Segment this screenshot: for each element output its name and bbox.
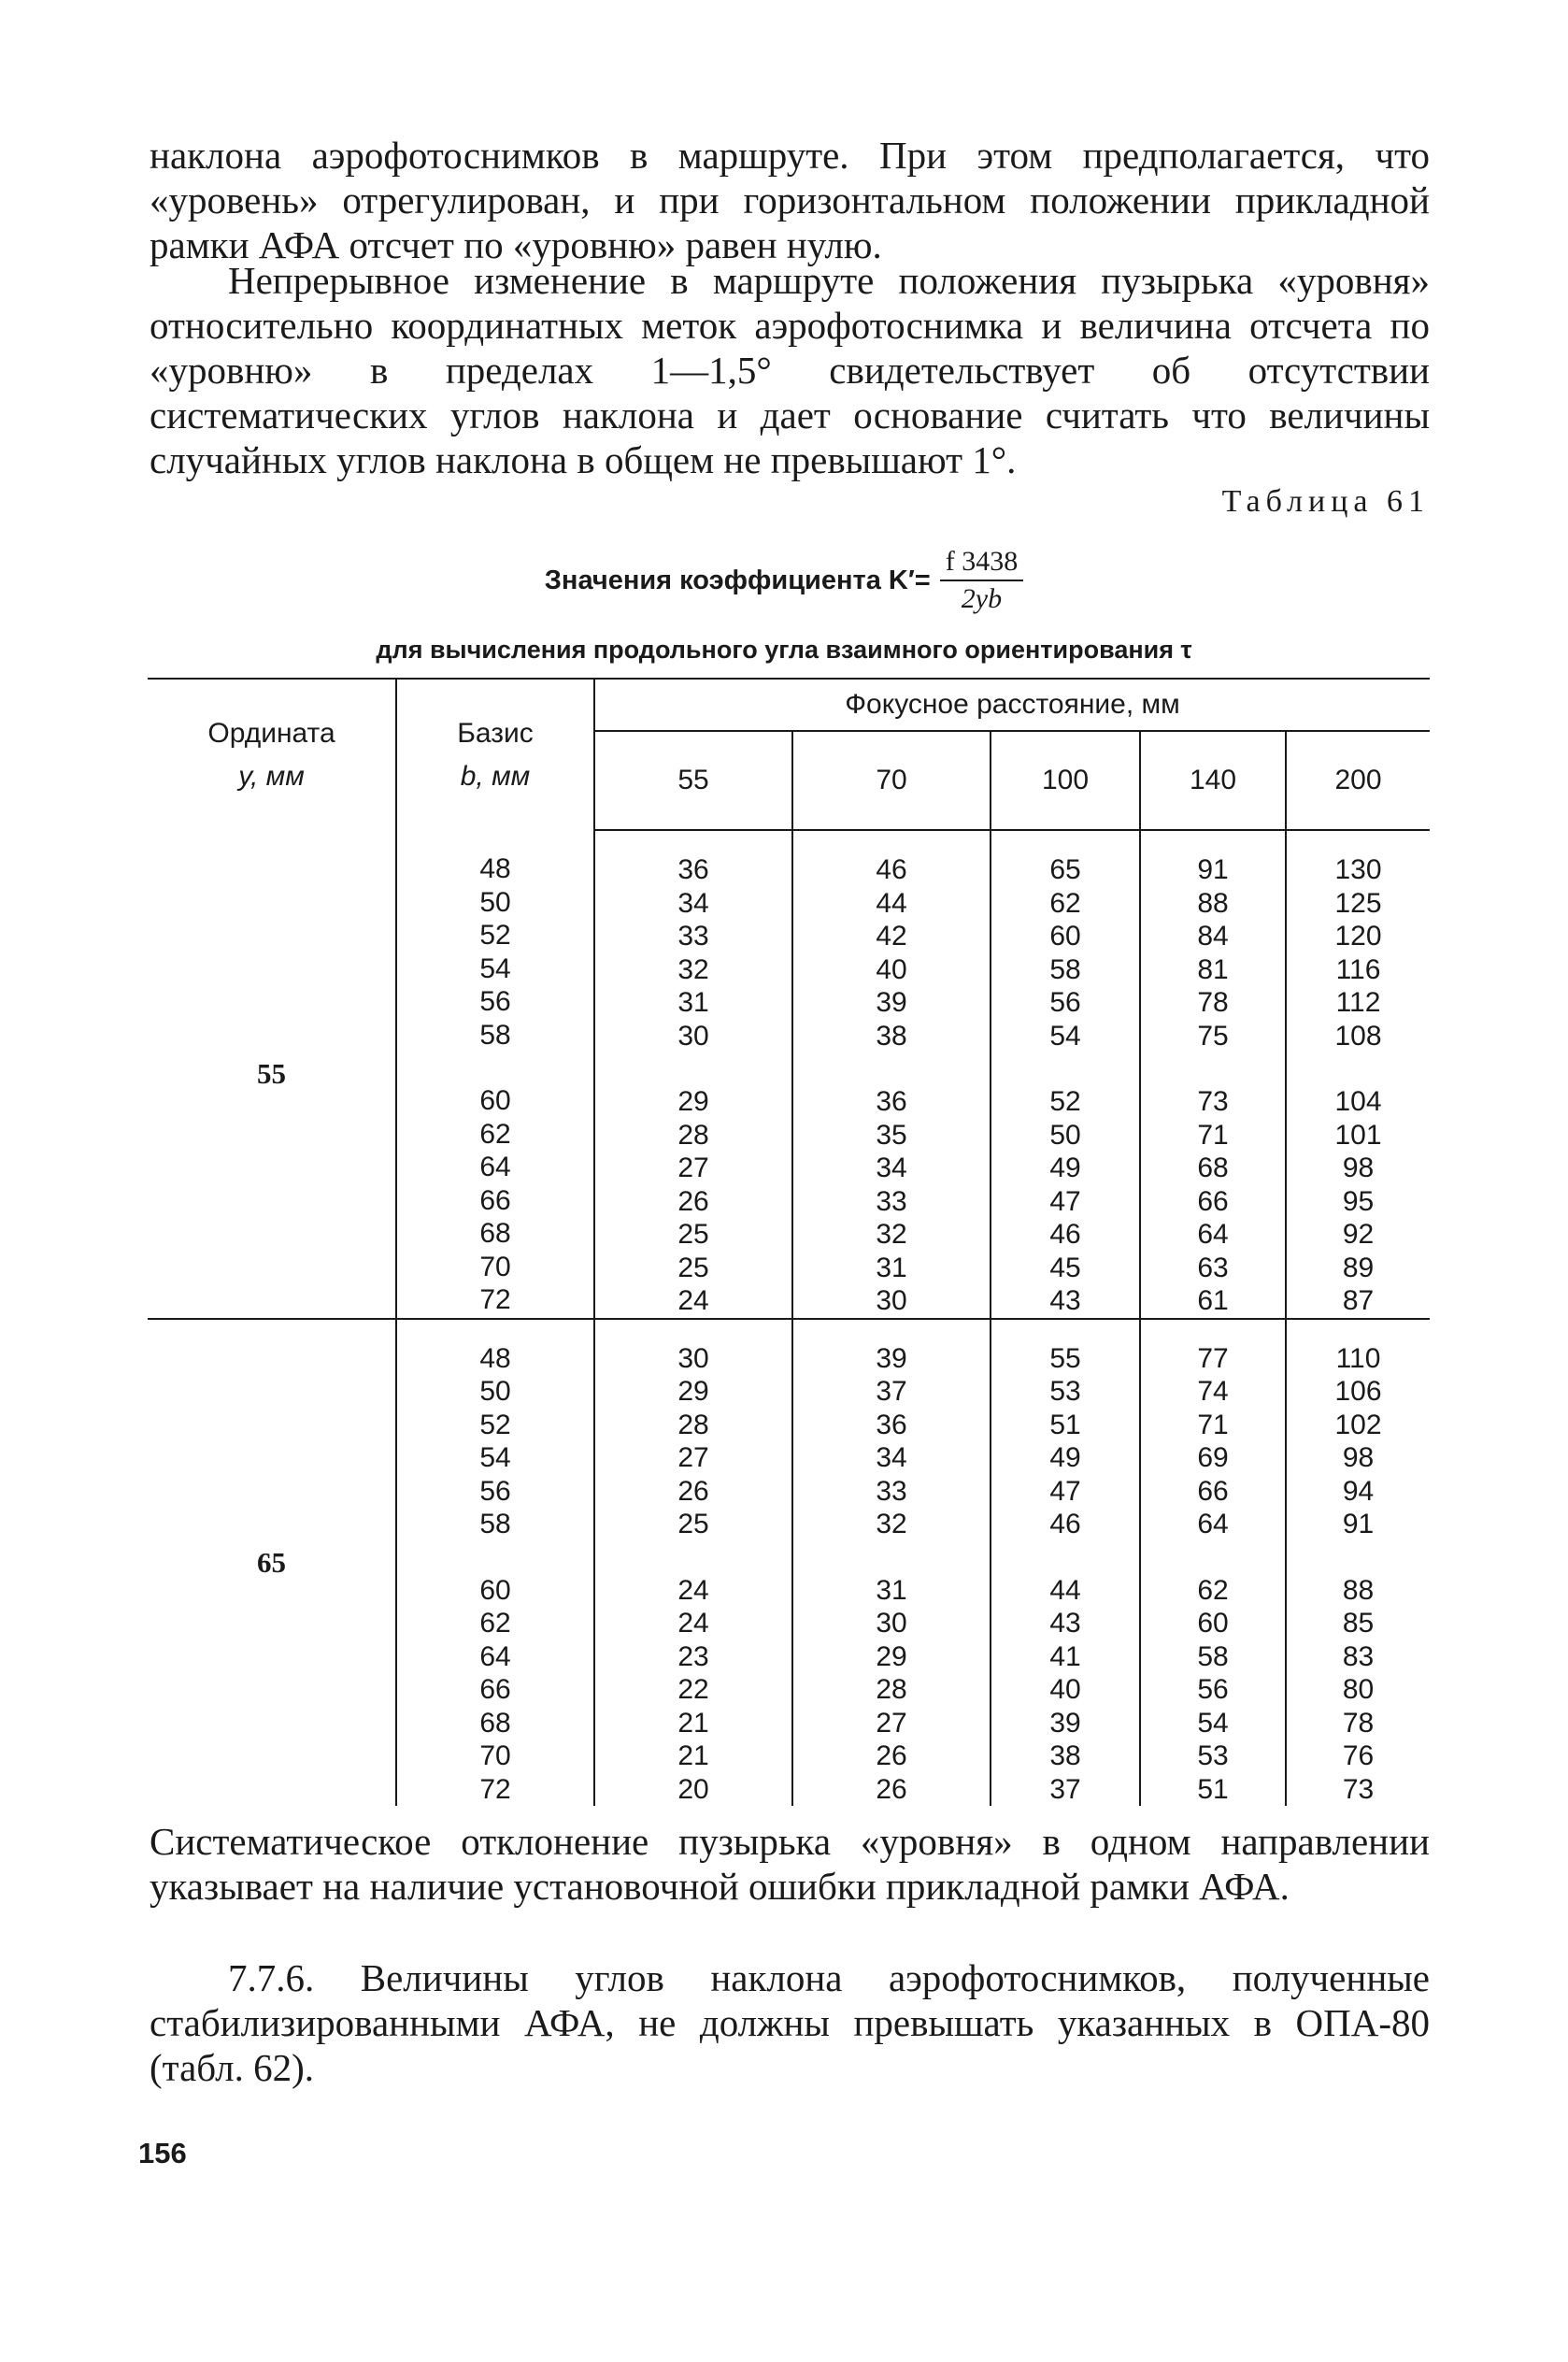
table-value: 68 [479, 1218, 511, 1249]
table-value: 60 [1197, 1608, 1229, 1639]
table-value: 21 [677, 1707, 709, 1739]
coefficient-table [148, 678, 1430, 1806]
subgroup-gap [1141, 1541, 1285, 1574]
table-value: 91 [1342, 1509, 1375, 1539]
table-value: 46 [1049, 1219, 1081, 1250]
table-value: 61 [1197, 1285, 1229, 1316]
table-value: 30 [876, 1285, 907, 1316]
header-ordinate-line2: y, мм [238, 760, 305, 792]
table-value: 40 [876, 953, 907, 985]
table-value: 32 [677, 953, 709, 985]
table-value: 33 [876, 1475, 907, 1507]
table-value: 91 [1197, 854, 1229, 885]
table-value: 104 [1334, 1086, 1382, 1117]
table-value: 77 [1197, 1342, 1229, 1374]
table-caption-formula [0, 540, 1568, 621]
table-value: 39 [876, 987, 907, 1018]
table-value: 31 [876, 1252, 907, 1283]
table-value: 23 [677, 1640, 709, 1672]
table-value: 48 [479, 853, 511, 884]
focal-55-values [595, 831, 791, 1318]
table-value: 125 [1334, 887, 1382, 919]
table-value: 56 [1197, 1674, 1229, 1705]
table-value: 33 [876, 1185, 907, 1217]
focal-55-values [595, 1320, 791, 1807]
table-value: 81 [1197, 953, 1229, 985]
table-value: 44 [1049, 1574, 1081, 1606]
table-value: 32 [876, 1509, 907, 1539]
table-value: 52 [1049, 1086, 1081, 1117]
table-value: 71 [1197, 1409, 1229, 1440]
subgroup-gap [595, 1052, 791, 1085]
table-value: 64 [479, 1152, 511, 1182]
table-value: 35 [876, 1119, 907, 1151]
table-value: 26 [677, 1475, 709, 1507]
table-value: 58 [479, 1509, 511, 1539]
table-value: 49 [1049, 1442, 1081, 1473]
table-value: 51 [1049, 1409, 1081, 1440]
table-value: 69 [1197, 1442, 1229, 1473]
table-value: 62 [479, 1118, 511, 1150]
table-value: 62 [479, 1608, 511, 1639]
table-value: 60 [479, 1574, 511, 1606]
table-value: 60 [1049, 921, 1081, 952]
table-value: 25 [677, 1219, 709, 1250]
table-value: 26 [677, 1185, 709, 1217]
table-value: 73 [1197, 1086, 1229, 1117]
focal-100-values [991, 1320, 1139, 1807]
table-value: 101 [1334, 1119, 1382, 1151]
table-value: 54 [479, 1442, 511, 1473]
table-value: 70 [479, 1251, 511, 1282]
table-value: 39 [876, 1342, 907, 1374]
table-value: 84 [1197, 921, 1229, 952]
subgroup-gap [1287, 1052, 1430, 1085]
table-value: 39 [1049, 1707, 1081, 1739]
subgroup-gap [1287, 1541, 1430, 1574]
table-value: 31 [677, 987, 709, 1018]
table-value: 42 [876, 921, 907, 952]
ordinate-cell: 55 [257, 1056, 286, 1090]
table-value: 36 [677, 854, 709, 885]
table-value: 24 [677, 1574, 709, 1606]
table-value: 68 [479, 1707, 511, 1739]
focal-100-values [991, 831, 1139, 1318]
table-value: 30 [876, 1608, 907, 1639]
table-value: 34 [876, 1442, 907, 1473]
table-value: 41 [1049, 1640, 1081, 1672]
table-value: 54 [1049, 1020, 1081, 1052]
table-value: 24 [677, 1608, 709, 1639]
table-value: 32 [876, 1219, 907, 1250]
header-base [396, 679, 594, 830]
header-focal-70: 70 [792, 731, 991, 830]
table-value: 22 [677, 1674, 709, 1705]
table-value: 66 [1197, 1185, 1229, 1217]
table-value: 98 [1342, 1152, 1375, 1183]
caption-prefix: Значения коэффициента K′= [544, 565, 931, 595]
table-value: 66 [479, 1674, 511, 1705]
subgroup-gap [1141, 1052, 1285, 1085]
base-cell [396, 830, 594, 1319]
table-value: 28 [677, 1409, 709, 1440]
caption-denominator: 2yb [961, 583, 1003, 614]
base-values [397, 1320, 593, 1807]
table-value: 54 [479, 952, 511, 984]
base-cell [396, 1319, 594, 1807]
table-value: 52 [479, 920, 511, 951]
table-value: 53 [1197, 1740, 1229, 1771]
table-value: 83 [1342, 1640, 1375, 1672]
table-value: 95 [1342, 1185, 1375, 1217]
header-focal-200: 200 [1286, 731, 1430, 830]
subgroup-gap [991, 1052, 1139, 1085]
table-value: 44 [876, 887, 907, 919]
table-caption-purpose: для вычисления продольного угла взаимного ориентирования τ [376, 636, 1192, 664]
paragraph-systematic-deviation: Систематическое отклонение пузырька «уровня» в одном направлении указывает на наличие установочной ошибки прикладной рамки АФА. [150, 1820, 1430, 1908]
table-value: 38 [1049, 1740, 1081, 1771]
table-value: 29 [876, 1640, 907, 1672]
table-value: 56 [479, 986, 511, 1017]
table-value: 85 [1342, 1608, 1375, 1639]
table-value: 65 [1049, 854, 1081, 885]
table-value: 87 [1342, 1285, 1375, 1316]
table-value: 58 [479, 1019, 511, 1051]
table-value: 43 [1049, 1285, 1081, 1316]
table-value: 53 [1049, 1376, 1081, 1407]
subgroup-gap [397, 1541, 593, 1574]
table-value: 78 [1342, 1707, 1375, 1739]
focal-70-values [793, 1320, 990, 1807]
table-value: 62 [1197, 1574, 1229, 1606]
table-value: 102 [1334, 1409, 1382, 1440]
table-value: 27 [876, 1707, 907, 1739]
table-value: 28 [876, 1674, 907, 1705]
table-value: 80 [1342, 1674, 1375, 1705]
focal-70-values [793, 831, 990, 1318]
subgroup-gap [793, 1541, 990, 1574]
table-value: 36 [876, 1086, 907, 1117]
table-value: 45 [1049, 1252, 1081, 1283]
header-base-line1: Базис [457, 717, 534, 749]
header-base-line2: b, мм [460, 760, 531, 792]
table-value: 68 [1197, 1152, 1229, 1183]
table-value: 26 [876, 1740, 907, 1771]
table-value: 50 [479, 1376, 511, 1407]
focal-140-cell [1140, 830, 1286, 1319]
base-values [397, 830, 593, 1317]
table-value: 120 [1334, 921, 1382, 952]
table-row [148, 1319, 1430, 1807]
focal-100-cell [991, 1319, 1140, 1807]
table-value: 37 [1049, 1773, 1081, 1805]
table-value: 64 [1197, 1509, 1229, 1539]
table-value: 63 [1197, 1252, 1229, 1283]
table-value: 47 [1049, 1185, 1081, 1217]
table-value: 106 [1334, 1376, 1382, 1407]
table-value: 24 [677, 1285, 709, 1316]
table-value: 94 [1342, 1475, 1375, 1507]
table-value: 88 [1197, 887, 1229, 919]
table-value: 50 [1049, 1119, 1081, 1151]
table-value: 46 [1049, 1509, 1081, 1539]
table-value: 66 [479, 1184, 511, 1216]
table-value: 48 [479, 1342, 511, 1374]
table-value: 27 [677, 1442, 709, 1473]
focal-200-values [1287, 1320, 1430, 1807]
table-value: 31 [876, 1574, 907, 1606]
table-value: 29 [677, 1376, 709, 1407]
table-value: 25 [677, 1509, 709, 1539]
table-value: 64 [479, 1640, 511, 1672]
table-value: 28 [677, 1119, 709, 1151]
table-value: 110 [1335, 1342, 1381, 1374]
table-value: 64 [1197, 1219, 1229, 1250]
table-value: 62 [1049, 887, 1081, 919]
table-value: 88 [1342, 1574, 1375, 1606]
table-value: 37 [876, 1376, 907, 1407]
table-number: Таблица 61 [1221, 484, 1430, 519]
table-value: 130 [1334, 854, 1382, 885]
table-value: 52 [479, 1409, 511, 1440]
paragraph-intro: наклона аэрофотоснимков в маршруте. При этом предполагается, что «уровень» отрегулирован, и при горизонтальном положении прикладной рамки АФА отсчет по «уровню» равен нулю. [150, 134, 1430, 266]
table-value: 108 [1334, 1020, 1382, 1052]
header-focal-100: 100 [991, 731, 1140, 830]
table-value: 98 [1342, 1442, 1375, 1473]
table-value: 92 [1342, 1219, 1375, 1250]
table-row [148, 830, 1430, 1319]
paragraph-bubble-change: Непрерывное изменение в маршруте положения пузырька «уровня» относительно координатных меток аэрофотоснимка и величина отсчета по «уровню» в пределах 1—1,5° свидетельствует об отсутствии систематических углов наклона и дает основание считать что величины случайных углов наклона в общем не превышают 1°. [150, 259, 1430, 481]
page-number: 156 [138, 2137, 187, 2169]
focal-55-cell [594, 830, 792, 1319]
table-value: 55 [1049, 1342, 1081, 1374]
table-value: 112 [1335, 987, 1381, 1018]
subgroup-gap [595, 1541, 791, 1574]
table-value: 40 [1049, 1674, 1081, 1705]
focal-200-cell [1286, 1319, 1430, 1807]
table-value: 58 [1049, 953, 1081, 985]
focal-55-cell [594, 1319, 792, 1807]
table-value: 71 [1197, 1119, 1229, 1151]
header-focal-length: Фокусное расстояние, мм [594, 679, 1430, 731]
table-value: 72 [479, 1773, 511, 1805]
focal-140-values [1141, 1320, 1285, 1807]
subgroup-gap [991, 1541, 1139, 1574]
table-value: 50 [479, 886, 511, 918]
table-value: 34 [876, 1152, 907, 1183]
header-focal-55: 55 [594, 731, 792, 830]
table-value: 38 [876, 1020, 907, 1052]
table-value: 51 [1197, 1773, 1229, 1805]
subgroup-gap [793, 1052, 990, 1085]
header-ordinate [148, 679, 396, 830]
table-value: 26 [876, 1773, 907, 1805]
table-value: 30 [677, 1342, 709, 1374]
table-value: 36 [876, 1409, 907, 1440]
subgroup-gap [397, 1052, 593, 1084]
table-value: 75 [1197, 1020, 1229, 1052]
focal-140-values [1141, 831, 1285, 1318]
table-body [148, 830, 1430, 1806]
table-value: 30 [677, 1020, 709, 1052]
table-value: 58 [1197, 1640, 1229, 1672]
focal-70-cell [792, 1319, 991, 1807]
caption-numerator: f 3438 [940, 546, 1024, 581]
table-value: 56 [479, 1475, 511, 1507]
table-value: 46 [876, 854, 907, 885]
caption-fraction [940, 546, 1024, 615]
table-value: 66 [1197, 1475, 1229, 1507]
table-value: 43 [1049, 1608, 1081, 1639]
table-value: 60 [479, 1085, 511, 1116]
table-value: 70 [479, 1740, 511, 1771]
focal-70-cell [792, 830, 991, 1319]
table-value: 76 [1342, 1740, 1375, 1771]
table-value: 21 [677, 1740, 709, 1771]
focal-200-values [1287, 831, 1430, 1318]
table-value: 74 [1197, 1376, 1229, 1407]
focal-100-cell [991, 830, 1140, 1319]
table-value: 34 [677, 887, 709, 919]
table-value: 73 [1342, 1773, 1375, 1805]
table-value: 56 [1049, 987, 1081, 1018]
table-value: 29 [677, 1086, 709, 1117]
paragraph-7-7-6: 7.7.6. Величины углов наклона аэрофотоснимков, полученные стабилизированными АФА, не должны превышать указанных в ОПА-80 (табл. 62). [150, 1956, 1430, 2089]
header-focal-140: 140 [1140, 731, 1286, 830]
table-value: 47 [1049, 1475, 1081, 1507]
table-value: 116 [1335, 953, 1381, 985]
ordinate-cell: 65 [148, 1319, 396, 1807]
table-value: 72 [479, 1284, 511, 1315]
table-value: 25 [677, 1252, 709, 1283]
table-value: 33 [677, 921, 709, 952]
table-value: 20 [677, 1773, 709, 1805]
focal-140-cell [1140, 1319, 1286, 1807]
focal-200-cell [1286, 830, 1430, 1319]
table-value: 89 [1342, 1252, 1375, 1283]
header-ordinate-line1: Ордината [207, 717, 335, 749]
table-value: 27 [677, 1152, 709, 1183]
table-value: 49 [1049, 1152, 1081, 1183]
table-value: 54 [1197, 1707, 1229, 1739]
table-value: 78 [1197, 987, 1229, 1018]
